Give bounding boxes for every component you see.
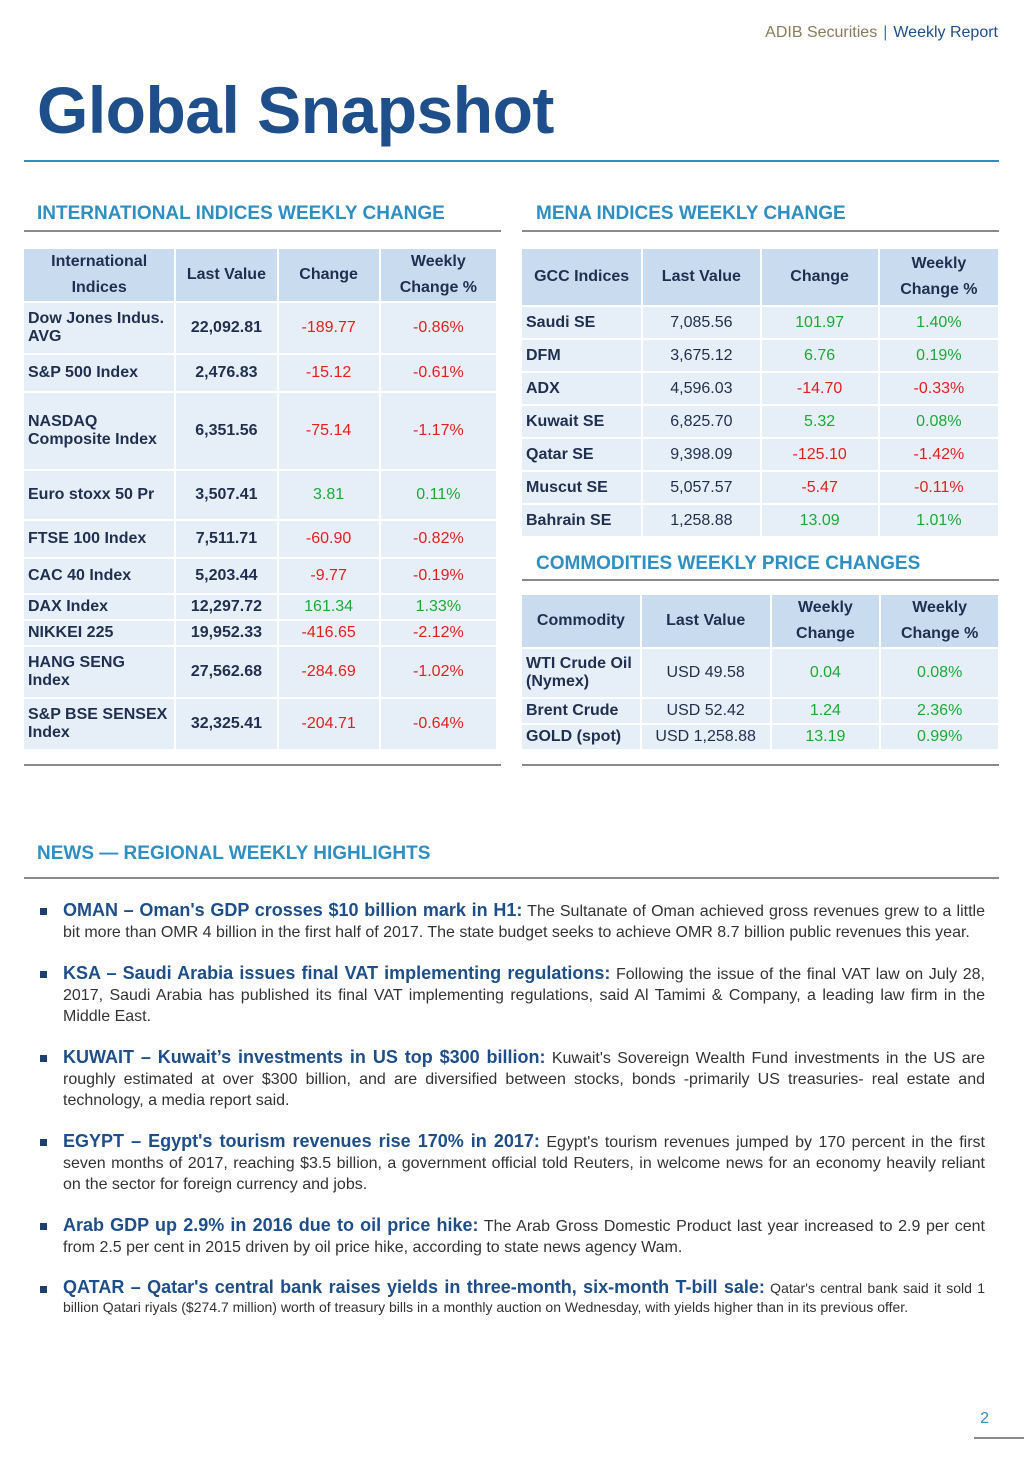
index-name: CAC 40 Index — [24, 559, 174, 593]
last-value: 12,297.72 — [176, 595, 276, 619]
table-row — [24, 647, 496, 697]
index-name: S&P BSE SENSEX Index — [24, 699, 174, 749]
table-row — [24, 303, 496, 353]
mena-table — [520, 247, 1000, 538]
news-headline: Arab GDP up 2.9% in 2016 due to oil price hike: — [63, 1215, 479, 1235]
report-header — [765, 24, 998, 42]
last-value: USD 1,258.88 — [642, 725, 770, 749]
change-value: -284.69 — [279, 647, 379, 697]
commodities-rule — [522, 579, 999, 581]
bullet-icon — [40, 1286, 47, 1293]
col-header-last: Last Value — [643, 249, 759, 305]
table-row — [24, 471, 496, 519]
table-row — [522, 307, 998, 338]
index-name: Muscut SE — [522, 472, 641, 503]
tables-bottom-rule — [522, 764, 999, 766]
news-body: Kuwait's Sovereign Wealth Fund investments in the US are roughly estimated at over $300 billion, and are diversified between stocks, bonds -primarily US treasuries- real estate and technology, a media report said. — [63, 1050, 985, 1109]
col-header-name: International Indices — [24, 249, 174, 301]
bullet-icon — [40, 1055, 47, 1062]
mena-rule — [522, 230, 999, 232]
change-value: 6.76 — [762, 340, 878, 371]
news-headline: QATAR – Qatar's central bank raises yields in three-month, six-month T-bill sale: — [63, 1277, 765, 1297]
last-value: 27,562.68 — [176, 647, 276, 697]
news-headline: KSA – Saudi Arabia issues final VAT implementing regulations: — [63, 963, 611, 983]
change-value: 101.97 — [762, 307, 878, 338]
page-number-rule — [974, 1437, 1024, 1439]
change-value: 5.32 — [762, 406, 878, 437]
change-value: -5.47 — [762, 472, 878, 503]
change-value: 3.81 — [279, 471, 379, 519]
pct-value: -0.86% — [381, 303, 496, 353]
brand-name: ADIB Securities — [765, 24, 878, 41]
pct-value: 1.01% — [880, 505, 998, 536]
last-value: USD 52.42 — [642, 699, 770, 723]
pct-value: 0.19% — [880, 340, 998, 371]
last-value: 5,203.44 — [176, 559, 276, 593]
index-name: FTSE 100 Index — [24, 521, 174, 557]
mena-heading: MENA INDICES WEEKLY CHANGE — [536, 203, 846, 224]
last-value: 32,325.41 — [176, 699, 276, 749]
change-value: -125.10 — [762, 439, 878, 470]
col-header-change: Weekly Change — [772, 595, 880, 647]
last-value: 22,092.81 — [176, 303, 276, 353]
news-headline: EGYPT – Egypt's tourism revenues rise 170% in 2017: — [63, 1131, 540, 1151]
pct-value: 0.99% — [881, 725, 998, 749]
col-header-pct: Weekly Change % — [381, 249, 496, 301]
change-value: 161.34 — [279, 595, 379, 619]
pct-value: 1.33% — [381, 595, 496, 619]
change-value: -15.12 — [279, 355, 379, 391]
news-body: Following the issue of the final VAT law on July 28, 2017, Saudi Arabia has published its final VAT implementing regulations, said Al Tamimi & Company, a leading law firm in the Middle East. — [63, 966, 986, 1025]
change-value: -9.77 — [279, 559, 379, 593]
table-row — [24, 393, 496, 469]
table-row — [522, 406, 998, 437]
table-row — [522, 373, 998, 404]
header-separator: | — [883, 24, 888, 41]
index-name: GOLD (spot) — [522, 725, 640, 749]
news-list — [38, 900, 985, 1337]
index-name: NIKKEI 225 — [24, 621, 174, 645]
news-item — [38, 963, 985, 1027]
table-row — [24, 595, 496, 619]
change-value: -189.77 — [279, 303, 379, 353]
last-value: 3,675.12 — [643, 340, 759, 371]
pct-value: -1.42% — [880, 439, 998, 470]
change-value: -75.14 — [279, 393, 379, 469]
commodities-heading: COMMODITIES WEEKLY PRICE CHANGES — [536, 553, 921, 574]
pct-value: 0.11% — [381, 471, 496, 519]
change-value: 1.24 — [772, 699, 880, 723]
index-name: ADX — [522, 373, 641, 404]
news-heading: NEWS — REGIONAL WEEKLY HIGHLIGHTS — [37, 843, 431, 864]
index-name: HANG SENG Index — [24, 647, 174, 697]
col-header-pct: Weekly Change % — [881, 595, 998, 647]
international-table — [22, 247, 498, 751]
index-name: NASDAQ Composite Index — [24, 393, 174, 469]
pct-value: 2.36% — [881, 699, 998, 723]
table-row — [24, 521, 496, 557]
last-value: 6,825.70 — [643, 406, 759, 437]
news-body: Qatar's central bank said it sold 1 billion Qatari riyals ($274.7 million) worth of treasury bills in a monthly auction on Wednesday, with yields higher than in its previous offer. — [63, 1280, 985, 1315]
pct-value: -1.17% — [381, 393, 496, 469]
change-value: 0.04 — [772, 649, 880, 697]
news-item — [38, 1047, 985, 1111]
index-name: Brent Crude — [522, 699, 640, 723]
index-name: Dow Jones Indus. AVG — [24, 303, 174, 353]
table-row — [24, 621, 496, 645]
index-name: WTI Crude Oil (Nymex) — [522, 649, 640, 697]
change-value: 13.09 — [762, 505, 878, 536]
bullet-icon — [40, 1223, 47, 1230]
table-row — [24, 699, 496, 749]
table-row — [522, 472, 998, 503]
change-value: -416.65 — [279, 621, 379, 645]
index-name: Saudi SE — [522, 307, 641, 338]
title-divider — [24, 160, 999, 162]
pct-value: -0.19% — [381, 559, 496, 593]
table-row — [522, 649, 998, 697]
last-value: 5,057.57 — [643, 472, 759, 503]
page-number: 2 — [980, 1410, 989, 1427]
index-name: DAX Index — [24, 595, 174, 619]
table-row — [522, 699, 998, 723]
last-value: 7,511.71 — [176, 521, 276, 557]
commodities-table — [520, 593, 1000, 751]
bullet-icon — [40, 908, 47, 915]
tables-bottom-rule-left — [24, 764, 501, 766]
news-rule — [24, 877, 999, 879]
col-header-last: Last Value — [176, 249, 276, 301]
index-name: Bahrain SE — [522, 505, 641, 536]
pct-value: -0.33% — [880, 373, 998, 404]
table-row — [24, 559, 496, 593]
bullet-icon — [40, 971, 47, 978]
table-row — [522, 505, 998, 536]
news-headline: OMAN – Oman's GDP crosses $10 billion mark in H1: — [63, 900, 523, 920]
news-item — [38, 1278, 985, 1317]
col-header-pct: Weekly Change % — [880, 249, 998, 305]
table-row — [522, 340, 998, 371]
pct-value: 0.08% — [880, 406, 998, 437]
last-value: 6,351.56 — [176, 393, 276, 469]
news-item — [38, 1131, 985, 1195]
last-value: 9,398.09 — [643, 439, 759, 470]
last-value: 2,476.83 — [176, 355, 276, 391]
news-body: The Arab Gross Domestic Product last year increased to 2.9 per cent from 2.5 per cent in 2015 driven by oil price hike, according to state news agency Wam. — [63, 1218, 986, 1256]
index-name: Euro stoxx 50 Pr — [24, 471, 174, 519]
index-name: DFM — [522, 340, 641, 371]
col-header-change: Change — [762, 249, 878, 305]
index-name: S&P 500 Index — [24, 355, 174, 391]
pct-value: -0.61% — [381, 355, 496, 391]
table-row — [522, 725, 998, 749]
news-body: The Sultanate of Oman achieved gross revenues grew to a little bit more than OMR 4 billion in the first half of 2017. The state budget seeks to achieve OMR 8.7 billion public revenues this year. — [63, 903, 985, 941]
col-header-last: Last Value — [642, 595, 770, 647]
change-value: -204.71 — [279, 699, 379, 749]
pct-value: -1.02% — [381, 647, 496, 697]
last-value: 7,085.56 — [643, 307, 759, 338]
news-item — [38, 900, 985, 943]
pct-value: -2.12% — [381, 621, 496, 645]
last-value: 3,507.41 — [176, 471, 276, 519]
change-value: 13.19 — [772, 725, 880, 749]
change-value: -60.90 — [279, 521, 379, 557]
pct-value: -0.64% — [381, 699, 496, 749]
pct-value: -0.82% — [381, 521, 496, 557]
col-header-name: Commodity — [522, 595, 640, 647]
international-heading: INTERNATIONAL INDICES WEEKLY CHANGE — [37, 203, 445, 224]
col-header-change: Change — [279, 249, 379, 301]
last-value: 4,596.03 — [643, 373, 759, 404]
news-body: Egypt's tourism revenues jumped by 170 percent in the first seven months of 2017, reaching $3.5 billion, a government official told Reuters, in welcome news for an economy heavily reliant on the sector for foreign currency and jobs. — [63, 1134, 985, 1193]
table-row — [522, 439, 998, 470]
table-row — [24, 355, 496, 391]
news-headline: KUWAIT – Kuwait’s investments in US top $300 billion: — [63, 1047, 546, 1067]
last-value: 19,952.33 — [176, 621, 276, 645]
index-name: Qatar SE — [522, 439, 641, 470]
last-value: 1,258.88 — [643, 505, 759, 536]
news-item — [38, 1215, 985, 1258]
pct-value: -0.11% — [880, 472, 998, 503]
page-title: Global Snapshot — [37, 73, 554, 147]
report-type: Weekly Report — [893, 24, 998, 41]
bullet-icon — [40, 1139, 47, 1146]
pct-value: 0.08% — [881, 649, 998, 697]
col-header-name: GCC Indices — [522, 249, 641, 305]
index-name: Kuwait SE — [522, 406, 641, 437]
last-value: USD 49.58 — [642, 649, 770, 697]
pct-value: 1.40% — [880, 307, 998, 338]
international-rule — [24, 230, 501, 232]
change-value: -14.70 — [762, 373, 878, 404]
